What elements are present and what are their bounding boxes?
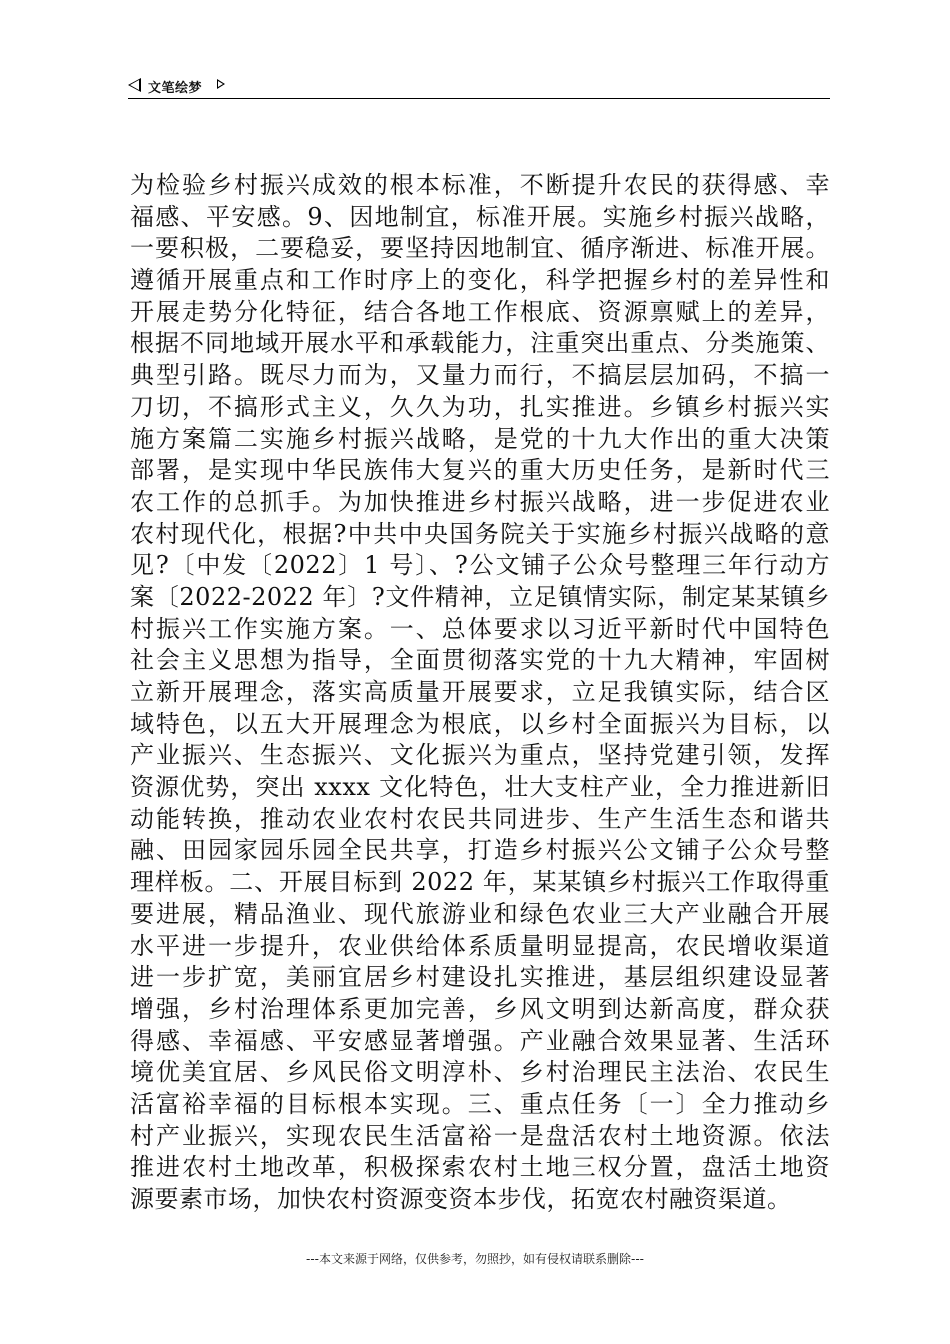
left-triangle-icon [128, 78, 141, 92]
body-line: 部署，是实现中华民族伟大复兴的重大历史任务，是新时代三 [130, 456, 830, 485]
body-line: 村振兴工作实施方案。一、总体要求以习近平新时代中国特色 [130, 614, 830, 643]
body-line: 农工作的总抓手。为加快推进乡村振兴战略，进一步促进农业 [130, 487, 830, 516]
body-line: 要进展，精品渔业、现代旅游业和绿色农业三大产业融合开展 [130, 899, 830, 928]
body-line: 资源优势，突出 xxxx 文化特色，壮大支柱产业，全力推进新旧 [130, 773, 830, 802]
body-line: 水平进一步提升，农业供给体系质量明显提高，农民增收渠道 [130, 931, 830, 960]
body-line: 动能转换，推动农业农村农民共同进步、生产生活生态和谐共 [130, 804, 830, 833]
body-line: 村产业振兴，实现农民生活富裕一是盘活农村土地资源。依法 [130, 1121, 830, 1150]
body-line: 活富裕幸福的目标根本实现。三、重点任务〔一〕全力推动乡 [130, 1089, 830, 1118]
body-line: 源要素市场，加快农村资源变资本步伐，拓宽农村融资渠道。 [130, 1185, 792, 1213]
body-line: 为检验乡村振兴成效的根本标准，不断提升农民的获得感、幸 [130, 171, 830, 199]
footer-note: ---本文来源于网络，仅供参考，勿照抄，如有侵权请联系删除--- [306, 1252, 644, 1266]
body-line: 开展走势分化特征，结合各地工作根底、资源禀赋上的差异， [130, 297, 830, 326]
body-line: 得感、幸福感、平安感显著增强。产业融合效果显著、生活环 [130, 1026, 830, 1055]
document-body [130, 170, 830, 1216]
body-line: 进一步扩宽，美丽宜居乡村建设扎实推进，基层组织建设显著 [130, 963, 830, 992]
body-line: 增强，乡村治理体系更加完善，乡风文明到达新高度，群众获 [130, 994, 830, 1023]
body-line: 典型引路。既尽力而为，又量力而行，不搞层层加码，不搞一 [130, 361, 830, 390]
body-line: 产业振兴、生态振兴、文化振兴为重点，坚持党建引领，发挥 [130, 741, 830, 770]
body-line: 融、田园家园乐园全民共享，打造乡村振兴公文铺子公众号整 [130, 836, 830, 865]
body-line: 施方案篇二实施乡村振兴战略，是党的十九大作出的重大决策 [130, 424, 830, 453]
body-line: 立新开展理念，落实高质量开展要求，立足我镇实际，结合区 [130, 678, 830, 706]
body-line: 刀切，不搞形式主义，久久为功，扎实推进。乡镇乡村振兴实 [130, 392, 830, 421]
body-line: 社会主义思想为指导，全面贯彻落实党的十九大精神，牢固树 [130, 646, 830, 675]
body-line: 一要积极，二要稳妥，要坚持因地制宜、循序渐进、标准开展。 [130, 234, 830, 263]
body-line: 农村现代化，根据?中共中央国务院关于实施乡村振兴战略的意 [130, 519, 830, 548]
body-line: 理样板。二、开展目标到 2022 年，某某镇乡村振兴工作取得重 [130, 868, 830, 897]
right-triangle-icon [217, 79, 225, 89]
header-brand: 文笔绘梦 [148, 81, 203, 96]
body-line: 域特色，以五大开展理念为根底，以乡村全面振兴为目标，以 [130, 709, 830, 738]
body-line: 福感、平安感。9、因地制宜，标准开展。实施乡村振兴战略， [130, 202, 830, 231]
page-header [128, 74, 830, 99]
body-line: 根据不同地域开展水平和承载能力，注重突出重点、分类施策、 [130, 329, 830, 358]
body-line: 境优美宜居、乡风民俗文明淳朴、乡村治理民主法治、农民生 [130, 1058, 830, 1087]
body-line: 遵循开展重点和工作时序上的变化，科学把握乡村的差异性和 [130, 266, 830, 295]
body-line: 见?〔中发〔2022〕1 号〕、?公文铺子公众号整理三年行动方 [130, 551, 830, 580]
body-line: 案〔2022-2022 年〕?文件精神，立足镇情实际，制定某某镇乡 [130, 582, 830, 611]
body-line: 推进农村土地改革，积极探索农村土地三权分置，盘活土地资 [130, 1153, 830, 1182]
